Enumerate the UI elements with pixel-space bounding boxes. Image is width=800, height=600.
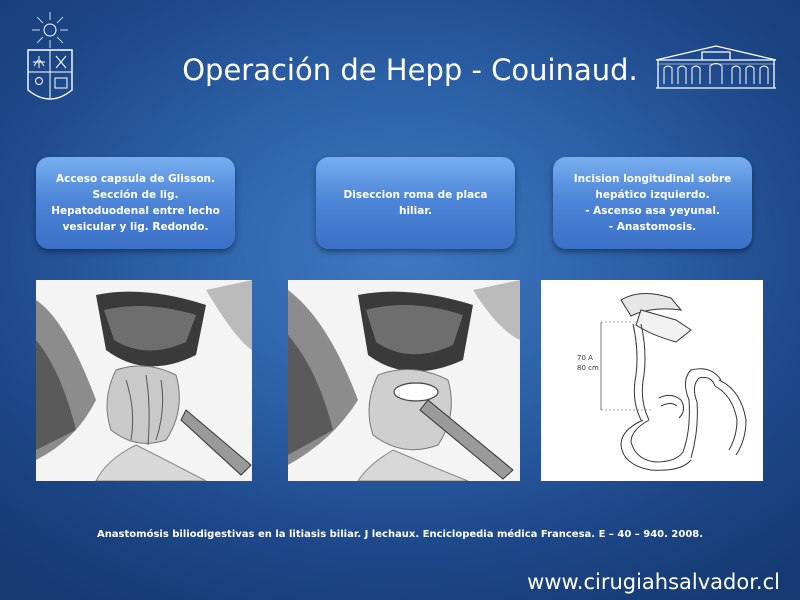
step-3-line-2: - Ascenso asa yeyunal. [585,205,720,217]
step-box-3 [553,157,752,249]
citation-text: Anastomósis biliodigestivas en la litiasis biliar. J lechaux. Enciclopedia médica Francesa. E – 40 – 940. 2008. [96,529,704,540]
hospital-building-icon [654,42,778,92]
step-box-2 [316,157,515,249]
roux-en-y-diagram [541,280,763,481]
surgical-illustration-1 [36,280,252,481]
surgical-illustration-2 [288,280,520,481]
university-emblem-icon [22,10,78,108]
step-1-text: Acceso capsula de Glisson. Sección de lig. Hepatoduodenal entre lecho vesicular y lig. Redondo. [51,173,220,233]
footer-url: www.cirugiahsalvador.cl [527,570,780,594]
step-2-text: Diseccion roma de placa hiliar. [343,189,488,217]
step-3-line-1: Incision longitudinal sobre hepático izquierdo. [573,173,732,201]
length-label-top: 70 A [577,354,593,362]
step-3-line-3: - Anastomosis. [608,221,697,233]
length-label-bottom: 80 cm [577,364,599,372]
step-box-1 [36,157,235,249]
slide-title: Operación de Hepp - Couinaud. [182,53,638,87]
